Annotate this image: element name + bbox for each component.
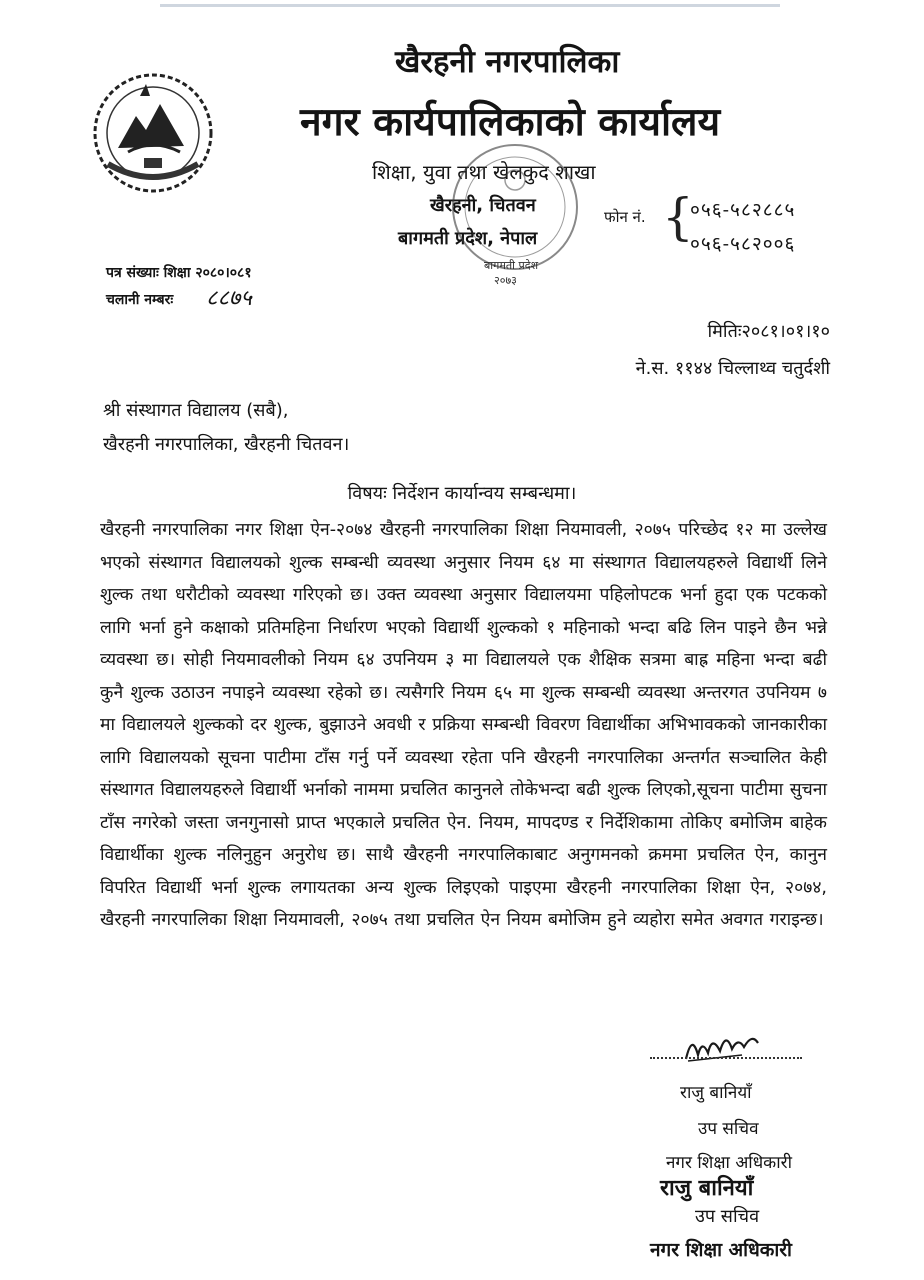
subject-line: विषयः निर्देशन कार्यान्वय सम्बन्धमा। [347,483,577,504]
seal-role: नगर शिक्षा अधिकारी [650,1239,792,1261]
handwritten-signature [682,1025,762,1065]
phone-brace: { [662,188,694,246]
municipality-name: खैरहनी नगरपालिका [395,44,620,80]
seal-title: उप सचिव [695,1206,760,1227]
seal-name: राजु बानियाँ [660,1176,754,1201]
dispatch-label: चलानी नम्बरः [106,292,174,308]
section-name: शिक्षा, युवा तथा खेलकुद शाखा [372,160,596,184]
phone-number-2: ०५६-५८२००६ [690,233,796,255]
letter-body [100,514,827,937]
signatory-role: नगर शिक्षा अधिकारी [666,1153,792,1173]
phone-number-1: ०५६-५८२८८५ [690,199,796,221]
stamp-text [478,258,538,288]
dispatch-number: ८८७५ [206,286,252,311]
stamp-line: बागमती प्रदेश [484,259,539,272]
stamp-line: २०७३ [494,274,517,287]
government-emblem [88,68,218,198]
office-name: नगर कार्यपालिकाको कार्यालय [300,100,721,145]
body-paragraph: खैरहनी नगरपालिका नगर शिक्षा ऐन-२०७४ खैरहनी नगरपालिका शिक्षा नियमावली, २०७५ परिच्छेद १२ मा उल्लेख भएको संस्थागत विद्यालयको शुल्क सम्बन्धी व्यवस्था अनुसार नियम ६४ मा संस्थागत विद्यालयहरुले विद्यार्थी लिने शुल्क तथा धरौटीको व्यवस्था गरिएको छ। उक्त व्यवस्था अनुसार विद्यालयमा पहिलोपटक भर्ना हुदा एक पटकको लागि भर्ना हुने कक्षाको प्रतिमहिना निर्धारण भएको विद्यार्थी शुल्कको १ महिनाको भन्दा बढि लिन पाइने छैन भन्ने व्यवस्था छ। सोही नियमावलीको नियम ६४ उपनियम ३ मा विद्यालयले एक शैक्षिक सत्रमा बाह्र महिना भन्दा बढी कुनै शुल्क उठाउन नपाइने व्यवस्था रहेको छ। त्यसैगरि नियम ६५ मा शुल्क सम्बन्धी व्यवस्था अन्तरगत उपनियम ७ मा विद्यालयले शुल्कको दर शुल्क, बुझाउने अवधी र प्रक्रिया सम्बन्धी विवरण विद्यार्थीका अभिभावकको जानकारीका लागि विद्यालयको सूचना पाटीमा टाँस गर्नु पर्ने व्यवस्था रहेता पनि खैरहनी नगरपालिका अन्तर्गत सञ्चालित केही संस्थागत विद्यालयहरुले विद्यार्थी भर्नाको नाममा प्रचलित कानुनले तोकेभन्दा बढी शुल्क लिएको,सूचना पाटीमा सुचना टाँस नगरेको जस्ता जनगुनासो प्राप्त भएकाले प्रचलित ऐन. नियम, मापदण्ड र निर्देशिकामा तोकिए बमोजिम बाहेक विद्यार्थीका शुल्क नलिनुहुन अनुरोध छ। साथै खैरहनी नगरपालिकाबाट अनुगमनको क्रममा प्रचलित ऐन, कानुन विपरित विद्यार्थी भर्ना शुल्क लगायतका अन्य शुल्क लिइएको पाइएमा खैरहनी नगरपालिका शिक्षा ऐन, २०७४, खैरहनी नगरपालिका शिक्षा नियमावली, २०७५ तथा प्रचलित ऐन नियम बमोजिम हुने व्यहोरा समेत अवगत गराइन्छ। [100,520,827,930]
office-province: बागमती प्रदेश, नेपाल [398,228,538,249]
recipient-line-2: खैरहनी नगरपालिका, खैरहनी चितवन। [103,434,350,455]
recipient-line-1: श्री संस्थागत विद्यालय (सबै), [103,400,289,421]
office-location: खैरहनी, चितवन [430,195,536,216]
phone-label: फोन नं. [604,208,646,226]
letter-number: पत्र संख्याः शिक्षा २०८०।०८१ [106,265,252,281]
letter-date: मितिः२०८१।०१।१० [707,321,830,342]
signatory-title: उप सचिव [698,1119,759,1139]
nepal-sambat-date: ने.स. ११४४ चिल्लाथ्व चतुर्दशी [635,358,830,379]
signatory-name: राजु बानियाँ [680,1083,752,1103]
signature-line [650,1057,802,1059]
top-edge-line [160,4,780,7]
